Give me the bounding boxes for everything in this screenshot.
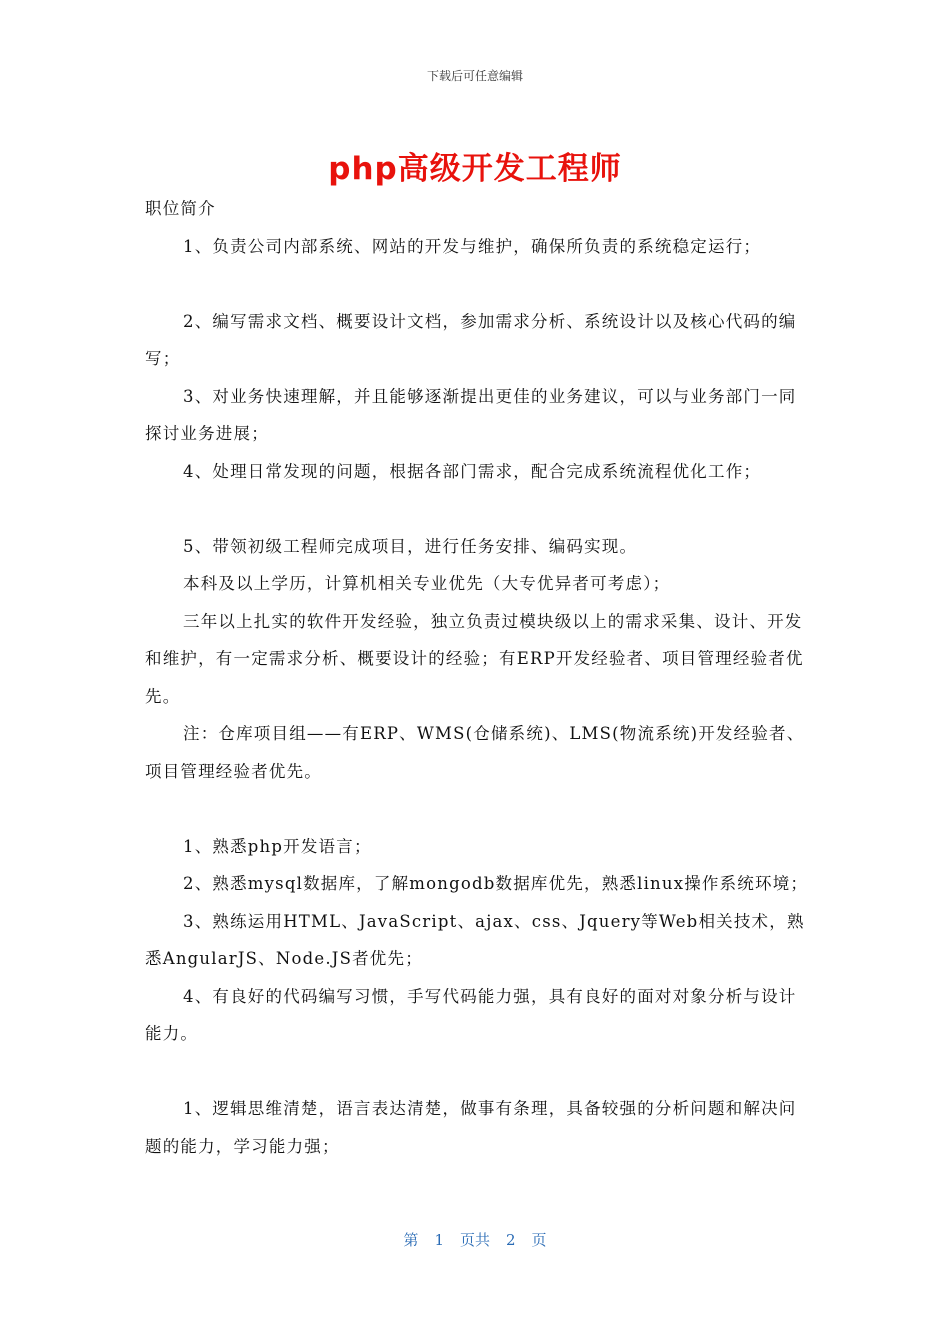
- footer-mid: 页共: [459, 1231, 490, 1249]
- paragraph: 4、有良好的代码编写习惯，手写代码能力强，具有良好的面对对象分析与设计能力。: [145, 986, 797, 1043]
- document-body: [145, 190, 810, 1165]
- blank-line: [145, 265, 810, 303]
- paragraph: 1、熟悉php开发语言；: [183, 836, 372, 856]
- page-footer: [0, 1229, 950, 1250]
- paragraph: 3、对业务快速理解，并且能够逐渐提出更佳的业务建议，可以与业务部门一同探讨业务进展；: [145, 386, 797, 443]
- blank-line: [145, 490, 810, 528]
- footer-suffix: 页: [531, 1231, 547, 1249]
- footer-page-total: 2: [506, 1231, 516, 1249]
- blank-line: [145, 1053, 810, 1091]
- paragraph: 3、熟练运用HTML、JavaScript、ajax、css、Jquery等Web相关技术，熟悉AngularJS、Node.JS者优先；: [145, 911, 805, 968]
- paragraph: 2、熟悉mysql数据库，了解mongodb数据库优先，熟悉linux操作系统环境；: [183, 874, 809, 893]
- paragraph: 1、逻辑思维清楚，语言表达清楚，做事有条理，具备较强的分析问题和解决问题的能力，学习能力强；: [145, 1099, 797, 1156]
- header-note: 下载后可任意编辑: [426, 69, 523, 83]
- paragraph: 三年以上扎实的软件开发经验，独立负责过模块级以上的需求采集、设计、开发和维护，有一定需求分析、概要设计的经验；有ERP开发经验者、项目管理经验者优先。: [145, 611, 804, 706]
- paragraph: 1、负责公司内部系统、网站的开发与维护，确保所负责的系统稳定运行；: [183, 236, 762, 256]
- paragraph: 注：仓库项目组——有ERP、WMS(仓储系统)、LMS(物流系统)开发经验者、项目管理经验者优先。: [145, 724, 805, 781]
- footer-page-number: 1: [434, 1231, 444, 1249]
- paragraph: 4、处理日常发现的问题，根据各部门需求，配合完成系统流程优化工作；: [183, 461, 762, 481]
- footer-prefix: 第: [403, 1231, 419, 1249]
- section-heading-job-intro: 职位简介: [145, 199, 216, 218]
- blank-line: [145, 790, 810, 828]
- document-title: php高级开发工程师: [328, 151, 622, 187]
- paragraph: 5、带领初级工程师完成项目，进行任务安排、编码实现。: [183, 536, 638, 556]
- paragraph: 2、编写需求文档、概要设计文档，参加需求分析、系统设计以及核心代码的编写；: [145, 311, 797, 368]
- paragraph: 本科及以上学历，计算机相关专业优先（大专优异者可考虑）；: [183, 574, 671, 593]
